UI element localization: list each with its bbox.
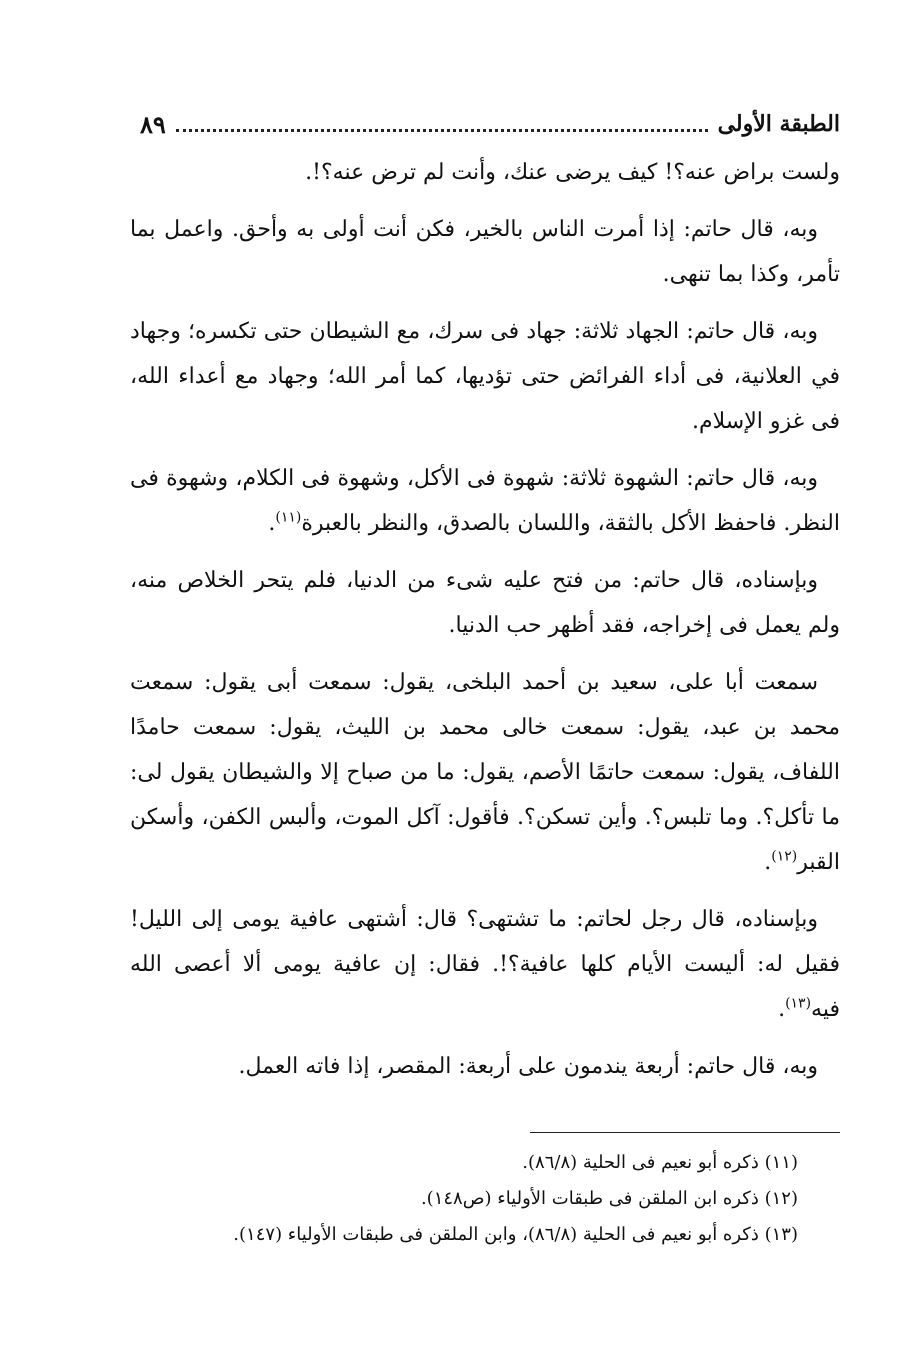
header-dot-leader: [176, 129, 708, 132]
footnote-reference: (١٣): [785, 995, 812, 1012]
chapter-title: الطبقة الأولى: [717, 111, 840, 137]
footnote-reference: (١٢): [771, 848, 798, 865]
footnote-reference: (١١): [275, 509, 302, 526]
page-number: ٨٩: [140, 109, 166, 139]
paragraph: وبه، قال حاتم: الشهوة ثلاثة: شهوة فى الأكل، وشهوة فى الكلام، وشهوة فى النظر. فاحفظ الأكل بالثقة، واللسان بالصدق، والنظر بالعبرة$^{(١١)}$.: [130, 466, 840, 536]
paragraph: وبه، قال حاتم: الجهاد ثلاثة: جهاد فى سرك، مع الشيطان حتى تكسره؛ وجهاد في العلانية، فى أداء الفرائض حتى تؤديها، كما أمر الله؛ وجهاد مع أعداء الله، فى غزو الإسلام.: [130, 319, 840, 434]
paragraph: وبه، قال حاتم: أربعة يندمون على أربعة: المقصر، إذا فاته العمل.: [238, 1054, 818, 1079]
paragraph: وبإسناده، قال رجل لحاتم: ما تشتهى؟ قال: أشتهى عافية يومى إلى الليل! فقيل له: أليست الأيام كلها عافية؟!. فقال: إن عافية يومى ألا أعصى الله فيه$^{(١٣)}$.: [130, 907, 840, 1022]
footnote: (١٣) ذكره أبو نعيم فى الحلية (٨٦/٨)، وابن الملقن فى طبقات الأولياء (١٤٧).: [233, 1224, 798, 1245]
paragraph: سمعت أبا على، سعيد بن أحمد البلخى، يقول: سمعت أبى يقول: سمعت محمد بن عبد، يقول: سمعت خالى محمد بن الليث، يقول: سمعت حامدًا اللفاف، يقول: سمعت حاتمًا الأصم، يقول: ما من صباح إلا والشيطان يقول لى: ما تأكل؟. وما تلبس؟. وأين تسكن؟. فأقول: آكل الموت، وألبس الكفن، وأسكن القبر$^{(١٢)}$.: [130, 670, 840, 875]
footnotes: [130, 1145, 798, 1253]
paragraph: ولست براض عنه؟! كيف يرضى عنك، وأنت لم ترض عنه؟!.: [305, 160, 840, 185]
running-header: [140, 104, 840, 144]
footnote: (١٢) ذكره ابن الملقن فى طبقات الأولياء (ص١٤٨).: [420, 1188, 798, 1209]
paragraph: وبإسناده، قال حاتم: من فتح عليه شىء من الدنيا، فلم يتحر الخلاص منه، ولم يعمل فى إخراجه، فقد أظهر حب الدنيا.: [130, 568, 840, 638]
paragraph: وبه، قال حاتم: إذا أمرت الناس بالخير، فكن أنت أولى به وأحق. واعمل بما تأمر، وكذا بما تنهى.: [130, 217, 840, 287]
main-text: [130, 150, 840, 1093]
footnote-separator: [530, 1132, 840, 1133]
footnote: (١١) ذكره أبو نعيم فى الحلية (٨٦/٨).: [522, 1152, 798, 1173]
